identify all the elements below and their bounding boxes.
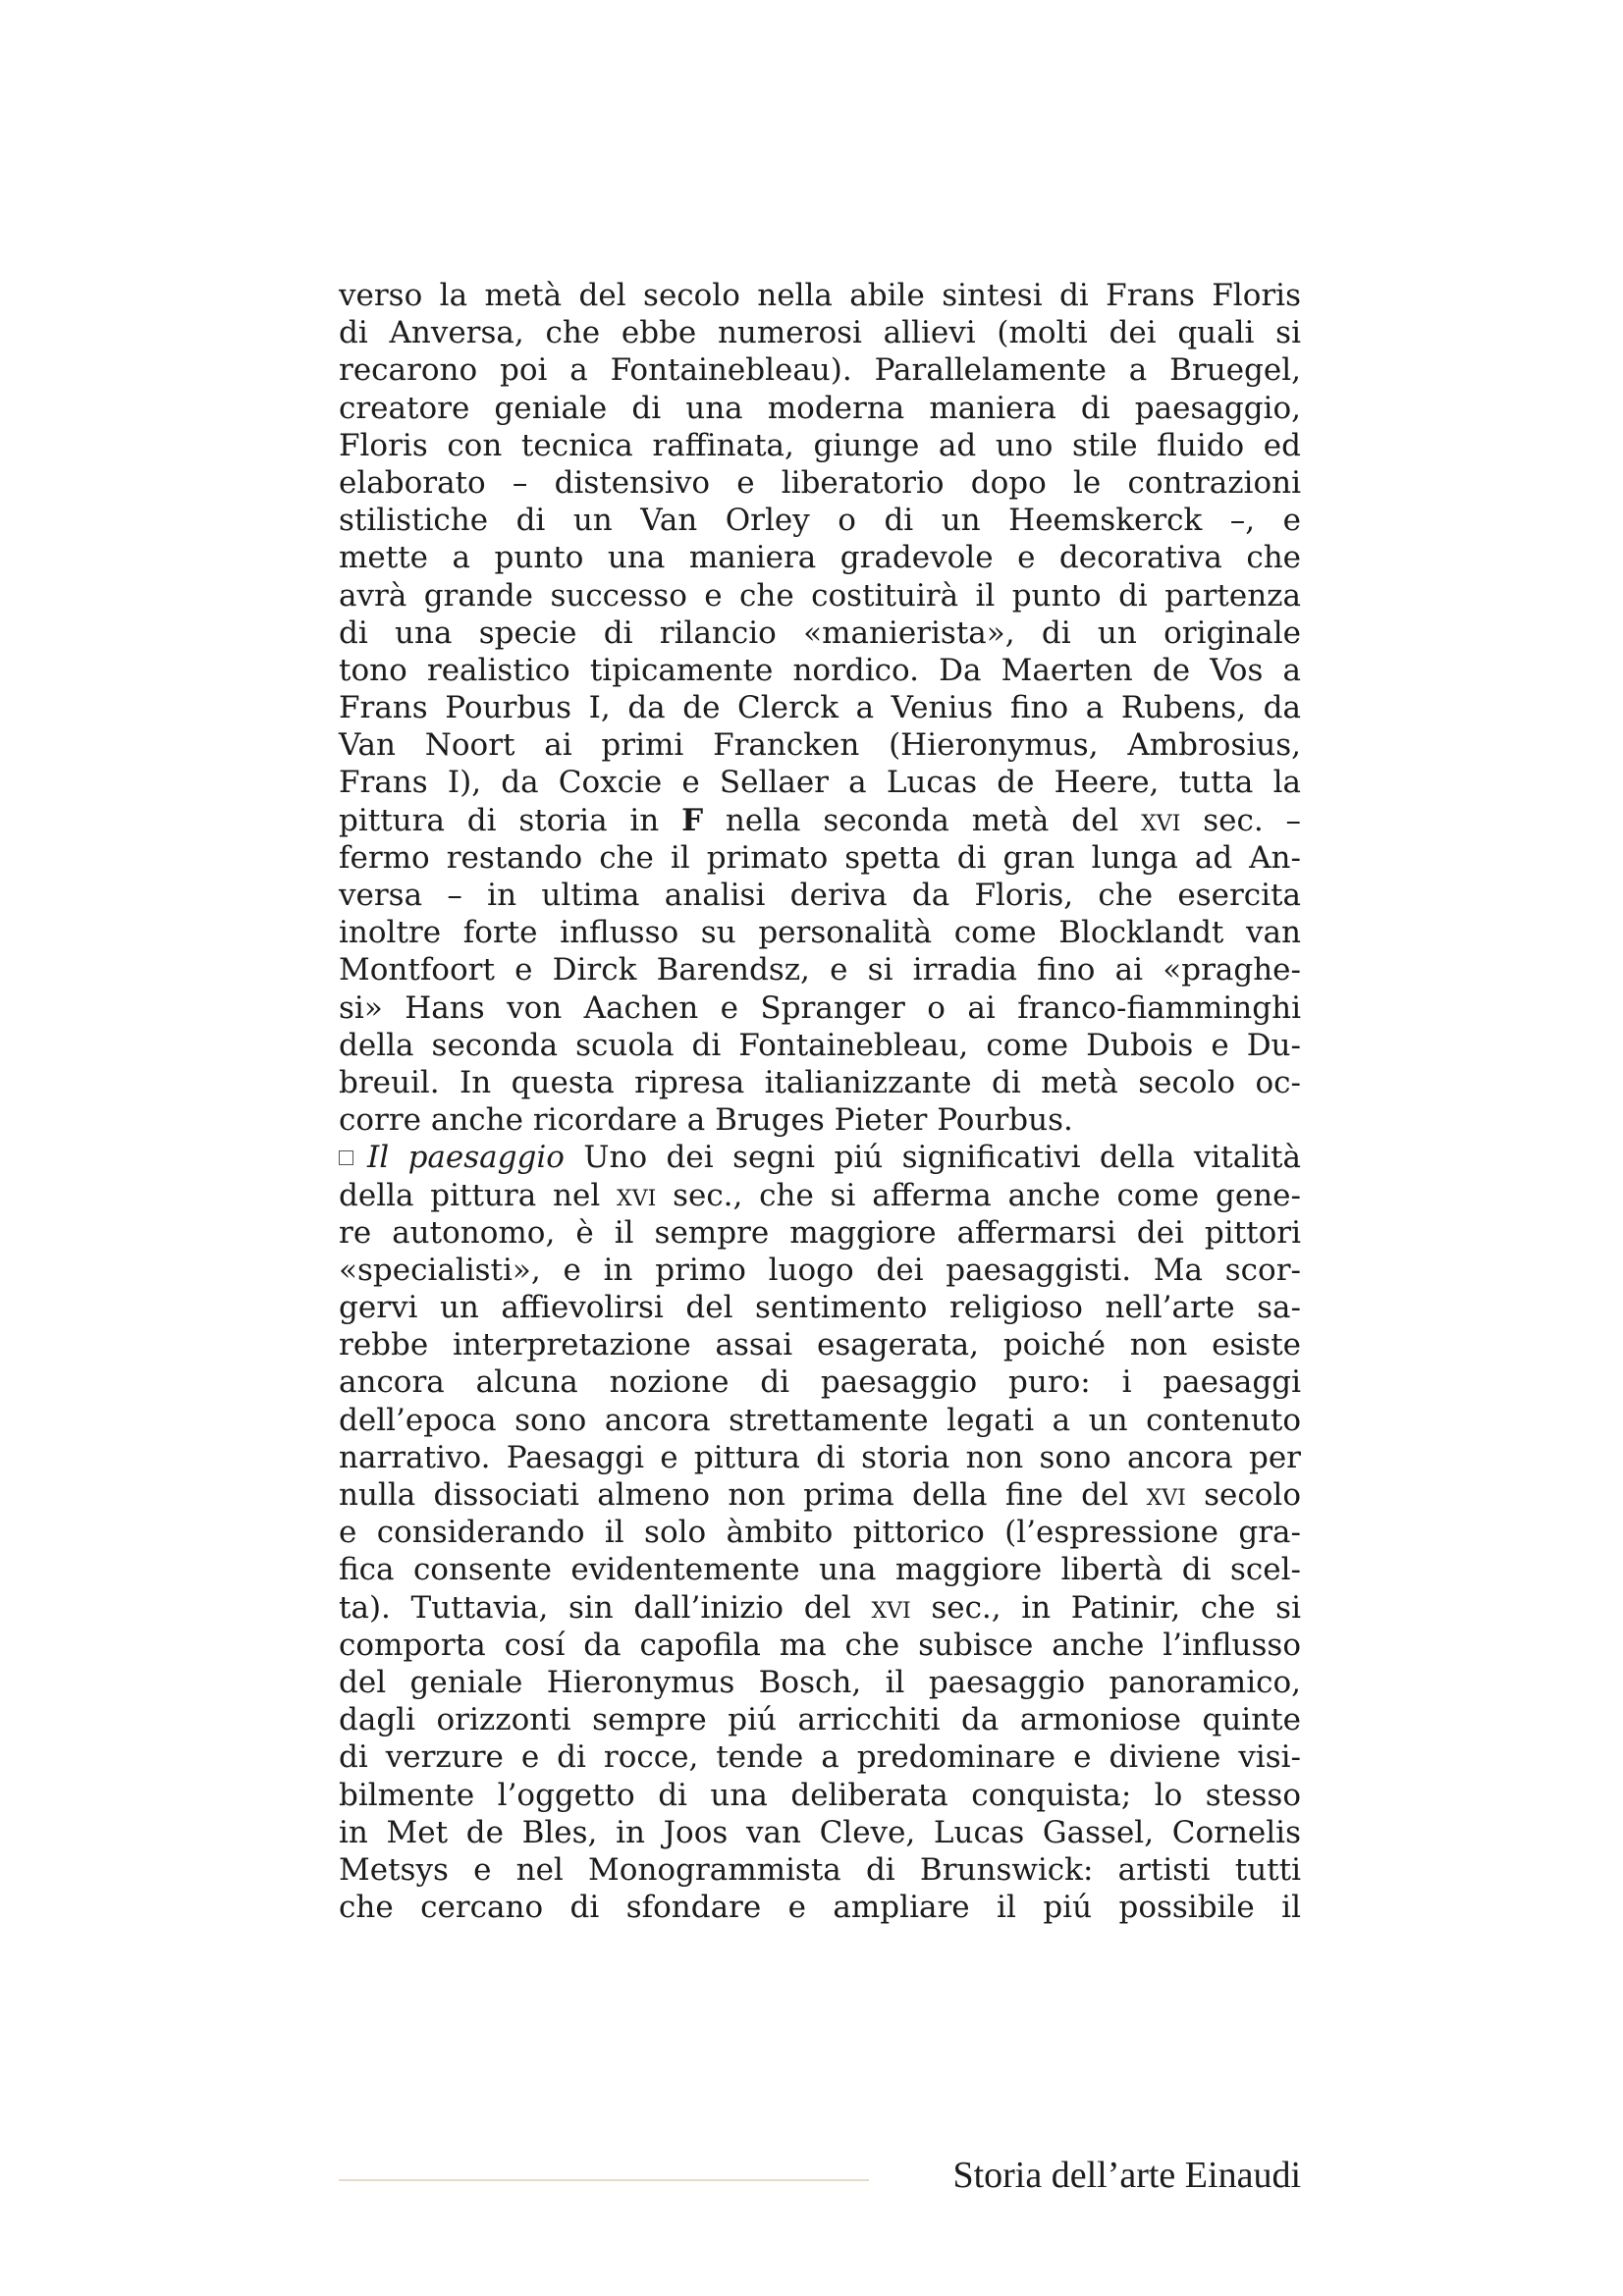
text-line: dell’epoca sono ancora strettamente legati a un contenuto [339, 1402, 1301, 1438]
text-line: narrativo. Paesaggi e pittura di storia non sono ancora per [339, 1439, 1301, 1475]
body-text [339, 277, 1301, 1926]
text-line: Van Noort ai primi Francken (Hieronymus, Ambrosius, [339, 727, 1301, 764]
text-line: si» Hans von Aachen e Spranger o ai franco-fiamminghi [339, 989, 1301, 1026]
text-run: sec. – [1180, 802, 1301, 838]
text-line: stilistiche di un Van Orley o di un Heemskerck –, e [339, 503, 1301, 539]
text-line: che cercano di sfondare e ampliare il piú possibile il [339, 1890, 1301, 1926]
text-line: fermo restando che il primato spetta di gran lunga ad An- [339, 839, 1301, 876]
text-run: secolo [1185, 1477, 1301, 1513]
checkbox-square-icon [339, 1150, 353, 1165]
text-line: elaborato – distensivo e liberatorio dopo le contrazioni [339, 464, 1301, 501]
text-run: ta). Tuttavia, sin dall’inizio del [339, 1589, 872, 1626]
text-line: fica consente evidentemente una maggiore libertà di scel- [339, 1552, 1301, 1588]
text-line: breuil. In questa ripresa italianizzante di metà secolo oc- [339, 1064, 1301, 1100]
text-line: avrà grande successo e che costituirà il punto di partenza [339, 577, 1301, 614]
text-line [339, 1476, 1301, 1514]
text-line: Frans I), da Coxcie e Sellaer a Lucas de Heere, tutta la [339, 765, 1301, 801]
century-numeral: xvi [1141, 802, 1181, 838]
section-heading: Il paesaggio [367, 1140, 565, 1176]
century-numeral: xvi [617, 1177, 657, 1213]
text-line: di verzure e di rocce, tende a predominare e diviene visi- [339, 1739, 1301, 1776]
text-line: comporta cosí da capofila ma che subisce anche l’influsso [339, 1627, 1301, 1663]
text-line: della seconda scuola di Fontainebleau, come Dubois e Du- [339, 1027, 1301, 1063]
text-run: Uno dei segni piú significativi della vitalità [564, 1140, 1301, 1176]
text-line: mette a punto una maniera gradevole e decorativa che [339, 540, 1301, 576]
text-line: rebbe interpretazione assai esagerata, poiché non esiste [339, 1327, 1301, 1363]
text-line: versa – in ultima analisi deriva da Floris, che esercita [339, 878, 1301, 913]
text-line: Montfoort e Dirck Barendsz, e si irradia fino ai «praghe- [339, 952, 1301, 988]
century-numeral: xvi [1146, 1477, 1186, 1513]
text-line [339, 1589, 1301, 1627]
text-line: «specialisti», e in primo luogo dei paesaggisti. Ma scor- [339, 1252, 1301, 1288]
text-line: dagli orizzonti sempre piú arricchiti da armoniose quinte [339, 1702, 1301, 1738]
text-run: nella seconda metà del [703, 802, 1142, 838]
text-line: recarono poi a Fontainebleau). Parallelamente a Bruegel, [339, 352, 1301, 389]
text-line: Metsys e nel Monogrammista di Brunswick: artisti tutti [339, 1851, 1301, 1888]
text-run: sec., che si afferma anche come gene- [656, 1177, 1301, 1213]
text-line: Floris con tecnica raffinata, giunge ad uno stile fluido ed [339, 427, 1301, 463]
text-run: pittura di storia in [339, 802, 682, 838]
text-line: di Anversa, che ebbe numerosi allievi (molti dei quali si [339, 315, 1301, 351]
text-line: Frans Pourbus I, da de Clerck a Venius fino a Rubens, da [339, 690, 1301, 726]
text-run: della pittura nel [339, 1177, 618, 1213]
text-run: sec., in Patinir, che si [910, 1589, 1301, 1626]
text-line: verso la metà del secolo nella abile sintesi di Frans Floris [339, 278, 1301, 313]
text-line: e considerando il solo àmbito pittorico (l’espressione gra- [339, 1515, 1301, 1551]
text-line: inoltre forte influsso su personalità come Blocklandt van [339, 915, 1301, 951]
century-numeral: xvi [871, 1589, 911, 1626]
text-line: di una specie di rilancio «manierista», di un originale [339, 614, 1301, 651]
bold-letter: F [681, 802, 704, 838]
text-run: nulla dissociati almeno non prima della fine del [339, 1477, 1147, 1513]
text-line: bilmente l’oggetto di una deliberata conquista; lo stesso [339, 1777, 1301, 1813]
text-line [339, 1177, 1301, 1214]
text-line: tono realistico tipicamente nordico. Da Maerten de Vos a [339, 652, 1301, 688]
text-line: corre anche ricordare a Bruges Pieter Pourbus. [339, 1102, 1073, 1139]
text-line: creatore geniale di una moderna maniera di paesaggio, [339, 390, 1301, 426]
text-line: in Met de Bles, in Joos van Cleve, Lucas Gassel, Cornelis [339, 1814, 1301, 1850]
section-start-line [339, 1139, 1301, 1176]
text-line: del geniale Hieronymus Bosch, il paesaggio panoramico, [339, 1664, 1301, 1700]
footer-title: Storia dell’arte Einaudi [952, 2155, 1301, 2196]
text-line [339, 802, 1301, 839]
footer-divider [339, 2179, 869, 2181]
text-line: ancora alcuna nozione di paesaggio puro: i paesaggi [339, 1364, 1301, 1401]
text-line: gervi un affievolirsi del sentimento religioso nell’arte sa- [339, 1290, 1301, 1326]
text-line: re autonomo, è il sempre maggiore affermarsi dei pittori [339, 1214, 1301, 1251]
